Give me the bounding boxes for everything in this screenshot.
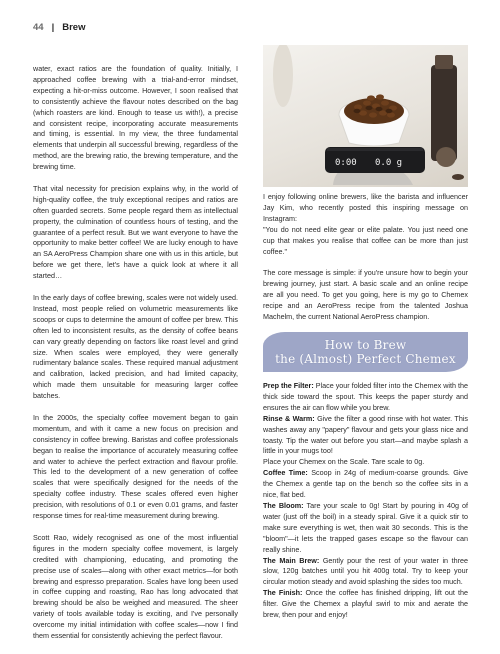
- page-number: 44: [33, 22, 44, 33]
- header-divider: |: [51, 22, 55, 33]
- step-item: [263, 414, 468, 458]
- left-paragraph-1: water, exact ratios are the foundation of quality. Initially, I approached coffee brewing with a trial-and-error mindset, expecting a hit-or-miss outcome. However, I soon realised that to consistently achieve the flavour notes described on the bag (which roasters are kind. Enough to tease us with!), a precise and consistent recipe, incorporating accurate measurements and timing, is essential. In my view, the three fundamental elements that underpin all successful brewing, regardless of the method, are the brewing ratio, the brewing temperature, and the brewing time.: [33, 64, 238, 172]
- step-title: Rinse & Warm:: [263, 413, 315, 423]
- step-item: [263, 556, 468, 589]
- scale-weight-readout: 0.0 g: [375, 158, 403, 168]
- section-title: Brew: [62, 22, 86, 33]
- scale-timer-readout: 0:00: [335, 158, 357, 168]
- step-item: [263, 381, 468, 414]
- left-column: [33, 64, 238, 653]
- left-paragraph-2: That vital necessity for precision explains why, in the world of high-quality coffee, the truly exceptional recipes and ratios are often guarded secrets. Some people regard them as intellectual property, the culmination of countless hours of testing, and the guarantee of a perfect result. But we want everyone to have the opportunity to make better coffee! We are lucky enough to have an SA AeroPress Champion share one with us in this article, but before we get there, let's have a quick look at where it all started…: [33, 183, 238, 281]
- step-item: [263, 457, 468, 468]
- step-text: Once the coffee has finished dripping, lift out the filter. Give the Chemex a playful swirl to mix and aerate the brew, then pour and enjoy!: [263, 588, 468, 620]
- step-text: Tare your scale to 0g! Start by pouring in 40g of water (just off the boil) in a steady spiral. Give it a quick stir to make sure everything is wet, then wait 30 seconds. This is the "bloom"—it lets the trapped gases escape so the flavour can really shine.: [263, 500, 468, 554]
- step-item: [263, 588, 468, 621]
- step-title: Coffee Time:: [263, 468, 308, 478]
- page-header: [33, 22, 85, 33]
- step-title: Prep the Filter:: [263, 381, 314, 390]
- coffee-scale-photo: [263, 45, 468, 187]
- recipe-steps: [263, 381, 468, 621]
- banner-line-2: the (Almost) Perfect Chemex: [275, 352, 456, 366]
- step-text: Give the filter a good rinse with hot water. This washes away any "papery" flavour and gets your glass nice and toasty. Tip the water out before you start—and maybe splash a little in your mugs too!: [263, 413, 469, 456]
- banner-line-1: How to Brew: [324, 338, 407, 352]
- step-item: [263, 501, 468, 556]
- step-title: The Finish:: [263, 588, 303, 598]
- step-text: Place your folded filter into the Chemex with the thick side toward the spout. This keeps the paper sturdy and ensures the air can flow while you brew.: [263, 381, 468, 412]
- core-paragraph: The core message is simple: if you're unsure how to begin your brewing journey, just start. A basic scale and an online recipe are all you need. To get you going, here is my go to Chemex recipe and an AeroPress recipe from the talented Joshua Machelm, the current National AeroPress champion.: [263, 268, 468, 321]
- left-paragraph-3: In the early days of coffee brewing, scales were not widely used. Instead, most people relied on volumetric measurements like scoops or cups to determine the amount of coffee per brew. This often led to inconsistent results, as the density of coffee beans can vary greatly depending on factors like roast level and grind size. When scales were employed, they were generally rudimentary balance scales. These required manual adjustment and calibration, lacked precision, and had limited capacity, which made them unsuitable for measuring larger coffee batches.: [33, 293, 238, 401]
- step-item: [263, 468, 468, 501]
- quote-paragraph: I enjoy following online brewers, like the barista and influencer Jay Kim, who recently posted this inspiring message on Instagram: "You do not need elite gear or elite palate. You just need one cup that makes you realise that coffee can be more than just coffee.": [263, 192, 468, 256]
- step-text: Gently pour the rest of your water in three slow, 120g batches until you hit 400g total. Try to keep your circular motion steady and avoid splashing the sides too much.: [263, 555, 468, 587]
- step-text: Place your Chemex on the Scale. Tare scale to 0g.: [263, 457, 425, 467]
- left-paragraph-4: In the 2000s, the specialty coffee movement began to gain momentum, and with it came a new focus on precision and consistency in coffee brewing. Baristas and coffee professionals began to realise the importance of accurately measuring coffee and water to achieve the perfect extraction and flavour profile. This led to the development of a new generation of coffee scales that were specifically designed for the needs of the specialty coffee industry. These scales offered even higher precision, with resolutions of 0.1 or even 0.01 grams, and faster response times for real-time measurement during brewing.: [33, 412, 238, 521]
- step-title: The Main Brew:: [263, 555, 320, 565]
- step-text: Scoop in 24g of medium-coarse grounds. Give the Chemex a gentle tap on the bench so the coffee sits in a nice, flat bed.: [263, 468, 468, 500]
- recipe-title-banner: [263, 332, 468, 372]
- left-paragraph-5: Scott Rao, widely recognised as one of the most influential figures in the modern specialty coffee movement, is largely credited with championing, educating, and promoting the precise use of scales—along with other exact metrics—for both brewing and espresso preparation. Scales have long been used in coffee cupping and roasting, Rao has long advocated that brewing should be also be weighed and measured. The sheer variety of tools available today is exciting, and I've personally overcome my initial intimidation with coffee scales—now I find them essential for consistently achieving the perfect flavour.: [33, 532, 238, 641]
- step-title: The Bloom:: [263, 500, 304, 510]
